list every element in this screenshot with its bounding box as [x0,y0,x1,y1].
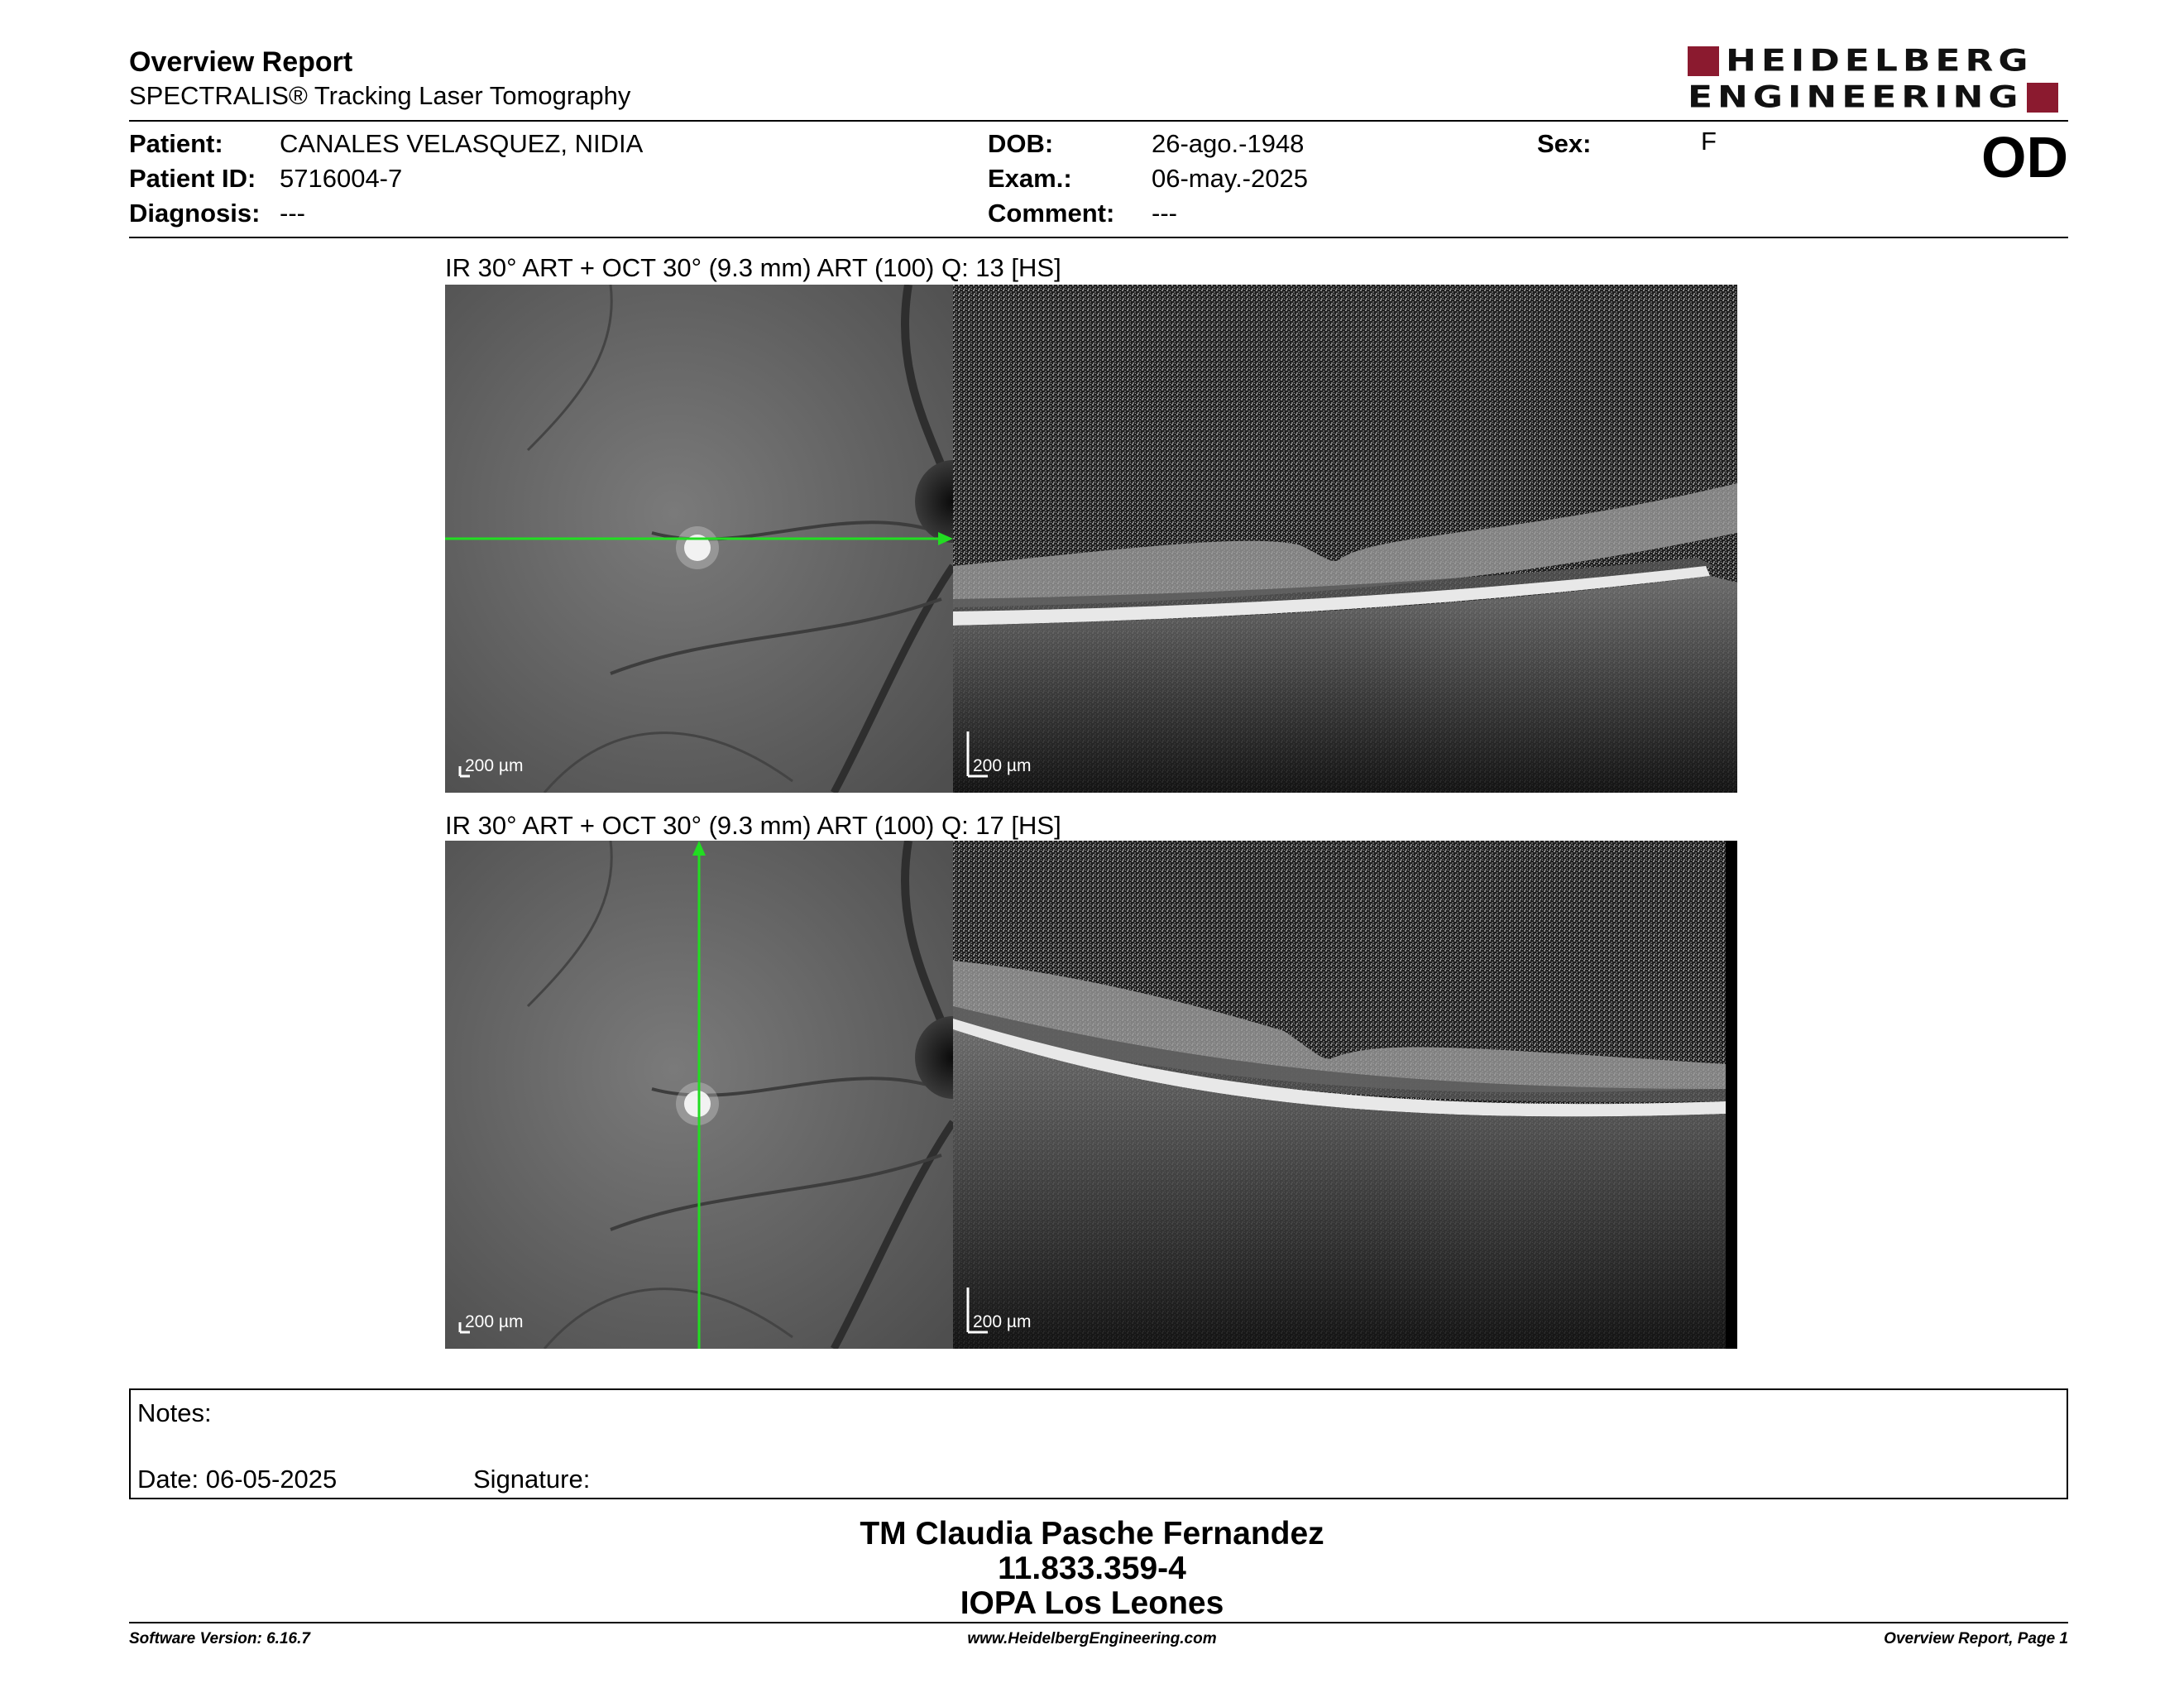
oct-image-1 [953,285,1737,793]
signer-id: 11.833.359-4 [998,1551,1186,1586]
footer-divider [129,1622,2068,1623]
sex: F [1701,127,1717,156]
oct-drawing-2 [953,841,1737,1349]
dob: 26-ago.-1948 [1152,129,1305,158]
report-title: Overview Report [129,46,353,78]
fundus-drawing-1 [445,285,953,793]
patient-id: 5716004-7 [280,164,403,193]
logo-line2: ENGINEERING [1688,79,2024,115]
comment-label: Comment: [988,199,1115,228]
oct-drawing-1 [953,285,1737,793]
signer-name: TM Claudia Pasche Fernandez [860,1516,1324,1551]
fundus-image-2 [445,841,953,1349]
dob-label: DOB: [988,129,1054,158]
header-divider [129,120,2068,122]
signature-label: Signature: [473,1465,591,1494]
logo-square-icon [2027,83,2058,113]
fundus-image-1 [445,285,953,793]
eye-label: OD [1981,125,2068,189]
notes-label: Notes: [137,1398,212,1427]
scan-title-1: IR 30° ART + OCT 30° (9.3 mm) ART (100) Q: 13 [HS] [445,253,1061,282]
scan-title-2: IR 30° ART + OCT 30° (9.3 mm) ART (100) Q: 17 [HS] [445,811,1061,840]
page-number: Overview Report, Page 1 [1884,1630,2068,1647]
oct-scale-1: 200 µm [973,756,1032,775]
patient-name: CANALES VELASQUEZ, NIDIA [280,129,644,158]
software-version: Software Version: 6.16.7 [129,1630,310,1647]
notes-date: Date: 06-05-2025 [137,1465,338,1494]
patient-label: Patient: [129,129,223,158]
oct-image-2 [953,841,1737,1349]
diagnosis: --- [280,199,305,228]
logo-square-icon [1688,46,1719,76]
notes-box [129,1388,2068,1499]
comment: --- [1152,199,1177,228]
fundus-scale-2: 200 µm [465,1312,524,1331]
sex-label: Sex: [1537,129,1592,158]
exam-date: 06-may.-2025 [1152,164,1308,193]
oct-scale-2: 200 µm [973,1312,1032,1331]
diagnosis-label: Diagnosis: [129,199,261,228]
report-subtitle: SPECTRALIS® Tracking Laser Tomography [129,81,631,110]
logo-line1: HEIDELBERG [1726,43,2033,79]
exam-label: Exam.: [988,164,1072,193]
patient-id-label: Patient ID: [129,164,256,193]
info-divider [129,237,2068,238]
heidelberg-logo [1688,43,2068,116]
website-link[interactable]: www.HeidelbergEngineering.com [967,1630,1217,1647]
signer-institution: IOPA Los Leones [960,1585,1224,1621]
fundus-scale-1: 200 µm [465,756,524,775]
fundus-drawing-2 [445,841,953,1349]
